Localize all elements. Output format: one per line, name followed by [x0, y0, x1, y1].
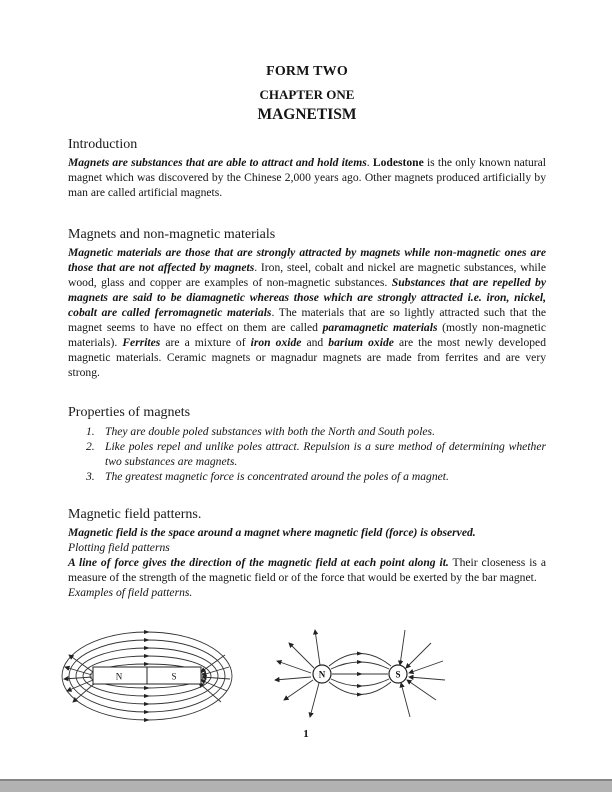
properties-list [86, 424, 546, 484]
field-pattern-figures [56, 616, 546, 736]
section-materials [68, 227, 546, 380]
south-pole-label: S [395, 669, 401, 680]
list-item-number: 3. [86, 470, 95, 483]
text-run: Magnetic materials are those that are strongly attracted by magnets while non-magnetic ones are those that are not affected by magnets [68, 246, 546, 274]
text-run: are a mixture of [160, 336, 251, 349]
list-item-number: 1. [86, 425, 95, 438]
section-field-patterns [68, 507, 546, 736]
examples-caption: Examples of field patterns. [68, 586, 193, 599]
doc-title-subject: MAGNETISM [257, 106, 357, 123]
heading-properties: Properties of magnets [68, 405, 191, 420]
text-run: A line of force gives the direction of the magnetic field at each point along it. [68, 556, 449, 569]
text-run: (mostly non-magnetic materials). [68, 321, 547, 349]
north-pole-label: N [115, 671, 123, 682]
materials-paragraph [68, 245, 546, 380]
list-item [86, 424, 546, 439]
plotting-subheading: Plotting field patterns [68, 541, 170, 554]
text-run: and [301, 336, 329, 349]
figure-two-poles-field [268, 616, 464, 736]
text-run: are the most newly developed magnetic materials. Ceramic magnets or magnadur magnets are made from ferrites and are very strong. [68, 336, 546, 379]
text-run: . The materials that are so lightly attracted such that the magnet seems to have no effect on them are called [68, 306, 547, 334]
text-run: is the only known natural magnet which was discovered by the Chinese 2,000 years ago. Other magnets produced artificially by man are called artificial magnets. [68, 156, 547, 199]
list-item-number: 2. [86, 440, 95, 453]
list-item-text: The greatest magnetic force is concentrated around the poles of a magnet. [105, 470, 449, 483]
text-run: barium oxide [328, 336, 394, 349]
field-direction-arrows [357, 652, 363, 697]
heading-materials: Magnets and non-magnetic materials [68, 227, 276, 242]
section-properties [68, 405, 546, 484]
heading-field-patterns: Magnetic field patterns. [68, 507, 202, 522]
doc-title-chapter: CHAPTER ONE [259, 87, 355, 102]
text-run: Magnets are substances that are able to attract and hold items [68, 156, 367, 169]
text-run: Ferrites [122, 336, 161, 349]
text-run: . Iron, steel, cobalt and nickel are magnetic substances, while wood, glass and copper are examples of non-magnetic substances. [68, 261, 546, 289]
section-introduction [68, 137, 546, 200]
title-block [68, 64, 546, 124]
list-item [86, 439, 546, 469]
text-run: paramagnetic materials [322, 321, 438, 334]
page-bottom-edge [0, 779, 612, 792]
text-run: iron oxide [250, 336, 302, 349]
list-item-text: They are double poled substances with both the North and South poles. [105, 425, 435, 438]
figure-bar-magnet-field [56, 616, 252, 736]
list-item-text: Like poles repel and unlike poles attract. Repulsion is a sure method of determining whether two substances are magnets. [105, 440, 546, 468]
field-definition: Magnetic field is the space around a magnet where magnetic field (force) is observed. [68, 526, 476, 539]
south-pole-label: S [171, 671, 177, 682]
heading-introduction: Introduction [68, 137, 138, 152]
doc-title-form: FORM TWO [266, 64, 348, 79]
list-item [86, 469, 546, 484]
text-run: Lodestone [372, 156, 424, 169]
bar-magnet [93, 667, 201, 684]
line-of-force-paragraph [68, 555, 546, 585]
intro-paragraph [68, 155, 546, 200]
text-run: Their closeness is a measure of the strength of the magnetic field or of the force that would be exerted by the bar magnet. [68, 556, 546, 584]
north-pole-label: N [318, 669, 326, 680]
page-number: 1 [303, 728, 309, 740]
text-run: Substances that are repelled by magnets are said to be diamagnetic whereas those which are strongly attracted i.e. iron, nickel, cobalt are called ferromagnetic materials [68, 276, 546, 319]
text-run: . [366, 156, 373, 169]
